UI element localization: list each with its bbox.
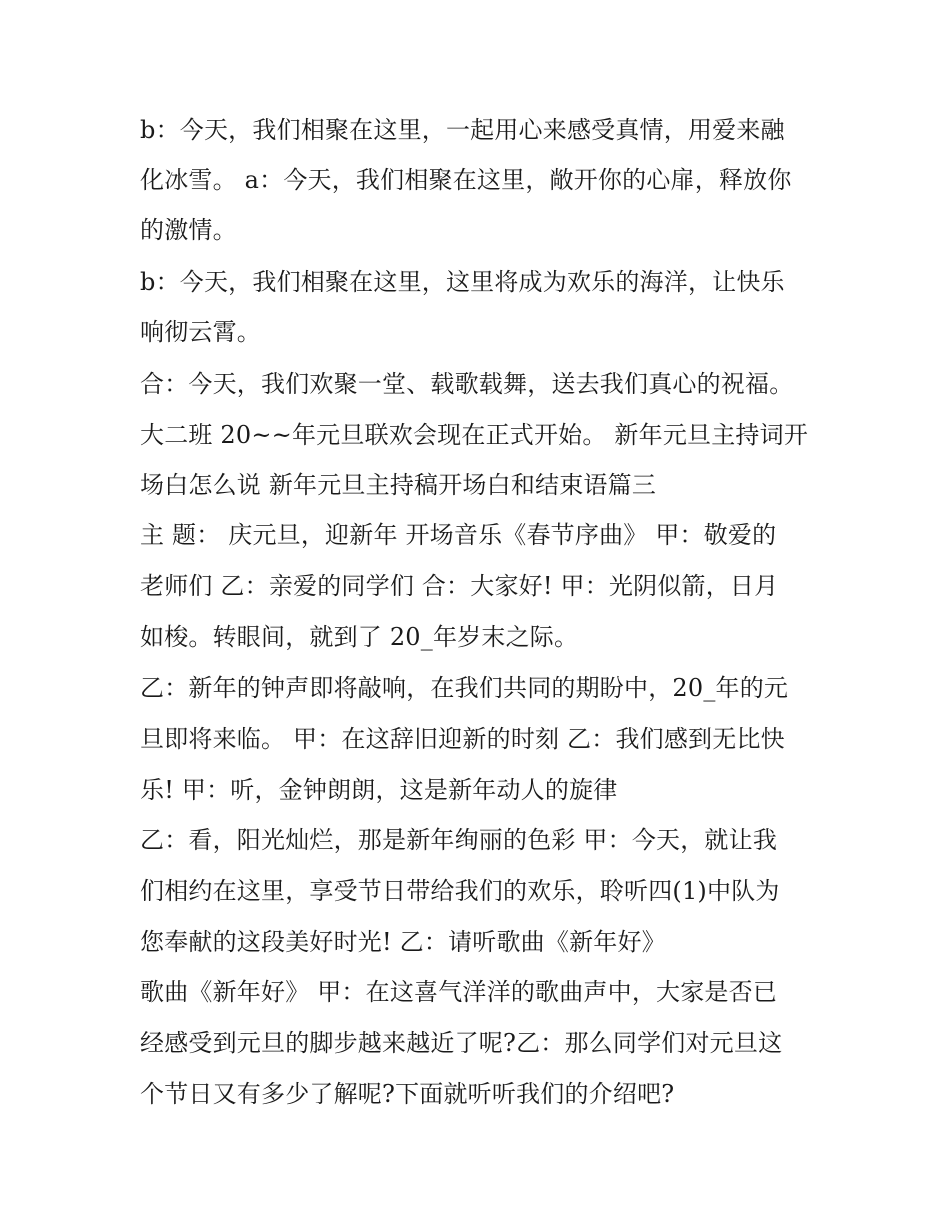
text-line: 老师们 乙：亲爱的同学们 合：大家好! 甲：光阴似箭，日月 [140,572,779,600]
text-line: 乙：看，阳光灿烂，那是新年绚丽的色彩 甲：今天，就让我 [140,826,778,854]
text-line: 主 题： 庆元旦，迎新年 开场音乐《春节序曲》 甲：敬爱的 [140,521,777,549]
text-line: 们相约在这里，享受节日带给我们的欢乐，聆听四(1)中队为 [140,877,780,905]
text-line: 乐! 甲：听，金钟朗朗，这是新年动人的旋律 [140,776,618,804]
text-line: 旦即将来临。 甲：在这辞旧迎新的时刻 乙：我们感到无比快 [140,725,785,753]
text-line: 乙：新年的钟声即将敲响，在我们共同的期盼中，20_年的元 [140,674,789,702]
text-line: 合：今天，我们欢聚一堂、载歌载舞，送去我们真心的祝福。 [140,370,794,398]
text-line: b：今天，我们相聚在这里，这里将成为欢乐的海洋，让快乐 [140,268,785,296]
text-line: 个节日又有多少了解呢?下面就听听我们的介绍吧? [140,1080,675,1108]
text-line: b：今天，我们相聚在这里，一起用心来感受真情，用爱来融 [140,116,785,144]
text-line: 您奉献的这段美好时光! 乙：请听歌曲《新年好》 [140,928,666,956]
text-line: 歌曲《新年好》 甲：在这喜气洋洋的歌曲声中，大家是否已 [140,978,778,1006]
text-line: 大二班 20~~年元旦联欢会现在正式开始。 新年元旦主持词开 [140,421,809,449]
text-line: 场白怎么说 新年元旦主持稿开场白和结束语篇三 [140,471,657,499]
text-line: 经感受到元旦的脚步越来越近了呢?乙：那么同学们对元旦这 [140,1029,783,1057]
text-line: 响彻云霄。 [140,318,261,346]
text-line: 如梭。转眼间，就到了 20_年岁末之际。 [140,623,579,651]
text-line: 化冰雪。 a：今天，我们相聚在这里，敞开你的心扉，释放你 [140,166,792,194]
text-line: 的激情。 [140,216,237,244]
